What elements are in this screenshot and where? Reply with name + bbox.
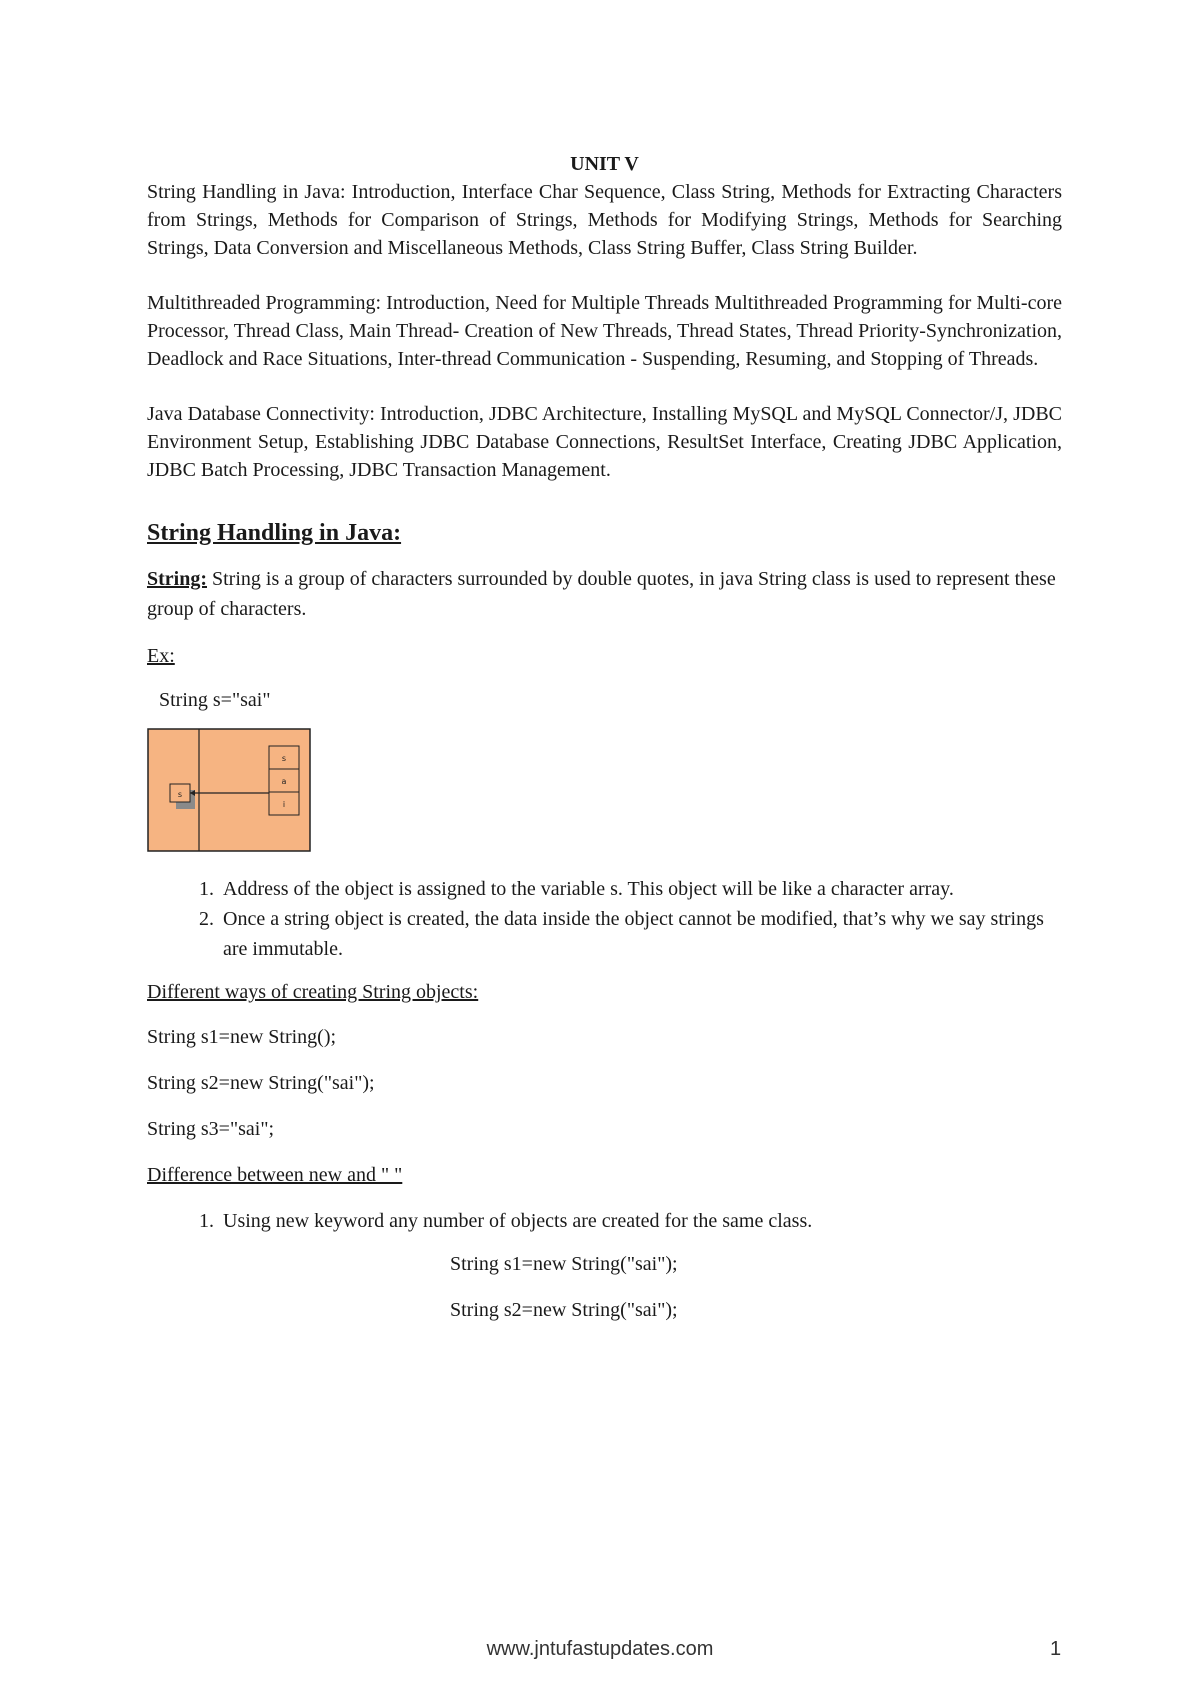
code-line: String s1=new String("sai"); bbox=[450, 1253, 678, 1275]
unit-title: UNIT V bbox=[570, 153, 639, 175]
code-line: String s2=new String("sai"); bbox=[450, 1299, 678, 1321]
footer-url: www.jntufastupdates.com bbox=[486, 1638, 714, 1660]
char-cell-s-text: s bbox=[281, 754, 287, 763]
variable-label: s bbox=[177, 790, 183, 799]
string-points-list bbox=[147, 874, 1062, 964]
definition-text: String is a group of characters surrounded by double quotes, in java String class is used to represent these group of characters. bbox=[147, 568, 1056, 620]
list-item: 2. Once a string object is created, the data inside the object cannot be modified, that’s why we say strings are immutable. bbox=[219, 904, 1062, 964]
list-item: 1. Address of the object is assigned to the variable s. This object will be like a character array. bbox=[219, 874, 1062, 904]
definition-label: String: bbox=[147, 568, 207, 590]
syllabus-jdbc: Java Database Connectivity: Introduction, JDBC Architecture, Installing MySQL and MySQL Connector/J, JDBC Environment Setup, Establishing JDBC Database Connections, ResultSet Interface, Creating JDBC Application, JDBC Batch Processing, JDBC Transaction Management. bbox=[147, 403, 1062, 481]
difference-heading: Difference between new and " " bbox=[147, 1164, 403, 1186]
code-line: String s1=new String(); bbox=[147, 1026, 337, 1048]
char-cell-a-text: a bbox=[281, 777, 287, 786]
example-code: String s="sai" bbox=[159, 689, 271, 711]
example-label: Ex: bbox=[147, 645, 175, 667]
char-cell-i-text: i bbox=[282, 800, 286, 809]
syllabus-multithreading: Multithreaded Programming: Introduction, Need for Multiple Threads Multithreaded Programming for Multi-core Processor, Thread Class, Main Thread- Creation of New Threads, Thread States, Thread Priority-Synchronization, Deadlock and Race Situations, Inter-thread Communication - Suspending, Resuming, and Stopping of Threads. bbox=[147, 292, 1062, 370]
code-line: String s2=new String("sai"); bbox=[147, 1072, 375, 1094]
page-content bbox=[147, 150, 1062, 1342]
string-definition bbox=[147, 564, 1062, 624]
difference-points-list bbox=[147, 1206, 1062, 1236]
string-memory-diagram bbox=[147, 728, 311, 852]
page-number: 1 bbox=[1050, 1638, 1062, 1660]
section-heading: String Handling in Java: bbox=[147, 520, 402, 546]
list-item: 1. Using new keyword any number of objects are created for the same class. bbox=[219, 1206, 1062, 1236]
ways-heading: Different ways of creating String objects: bbox=[147, 981, 479, 1003]
code-line: String s3="sai"; bbox=[147, 1118, 275, 1140]
syllabus-string-handling: String Handling in Java: Introduction, Interface Char Sequence, Class String, Methods for Extracting Characters from Strings, Methods for Comparison of Strings, Methods for Modifying Strings, Methods for Searching Strings, Data Conversion and Miscellaneous Methods, Class String Buffer, Class String Builder. bbox=[147, 181, 1062, 259]
